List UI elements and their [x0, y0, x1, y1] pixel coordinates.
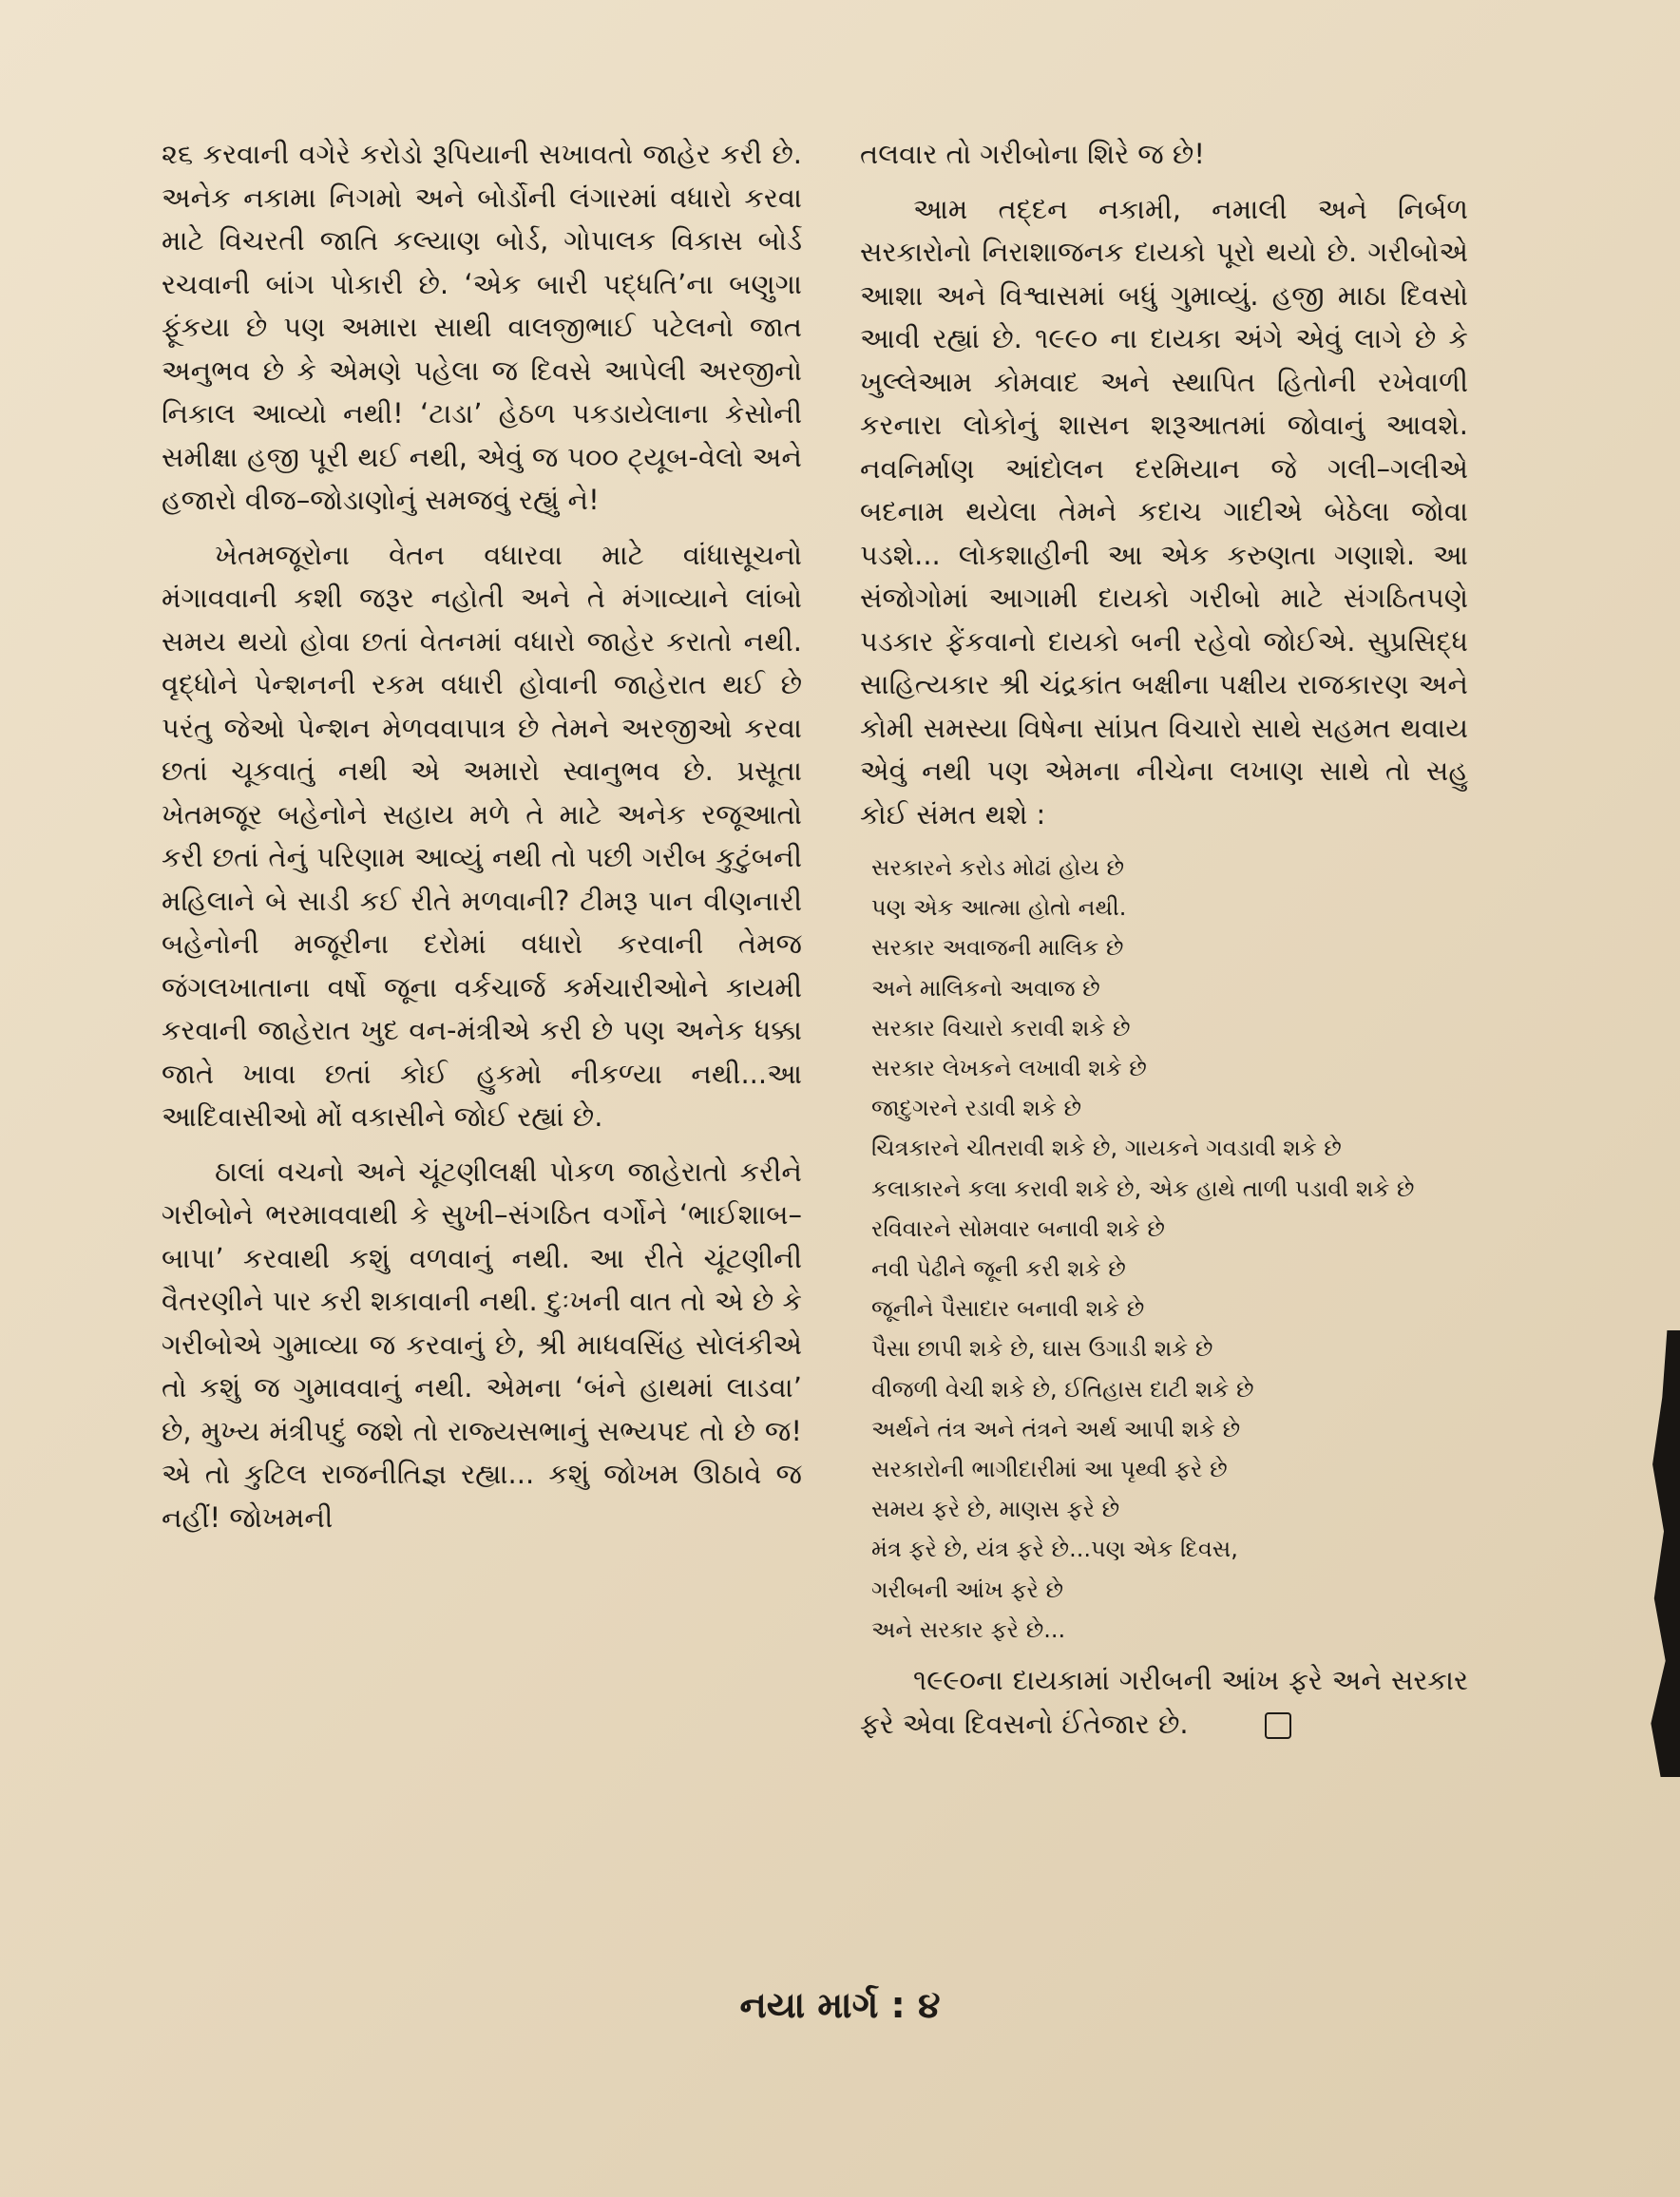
- poem-line: અને માલિકનો અવાજ છે: [871, 974, 1100, 1002]
- poem-line: સરકાર વિચારો કરાવી શકે છે: [871, 1014, 1131, 1041]
- poem-line: વીજળી વેચી શકે છે, ઈતિહાસ દાટી શકે છે: [871, 1375, 1254, 1403]
- left-column: [162, 133, 802, 1551]
- poem-line: અર્થને તંત્ર અને તંત્રને અર્થ આપી શકે છે: [871, 1415, 1241, 1442]
- poem-line: ગરીબની આંખ ફરે છે: [871, 1576, 1064, 1603]
- square-end-mark-icon: [1265, 1712, 1291, 1739]
- right-opening-line: તલવાર તો ગરીબોના શિરે જ છે!: [860, 138, 1205, 170]
- torn-edge-shadow: [1648, 1330, 1680, 1777]
- right-paragraph-1: આમ તદ્દન નકામી, નમાલી અને નિર્બળ સરકારોનો નિરાશાજનક દાયકો પૂરો થયો છે. ગરીબોએ આશા અને વિશ્વાસમાં બધું ગુમાવ્યું. હજી માઠા દિવસો આવી રહ્યાં છે. ૧૯૯૦ ના દાયકા અંગે એવું લાગે છે કે ખુલ્લેઆમ કોમવાદ અને સ્થાપિત હિતોની રખેવાળી કરનારા લોકોનું શાસન શરૂઆતમાં જોવાનું આવશે. નવનિર્માણ આંદોલન દરમિયાન જે ગલી–ગલીએ બદનામ થયેલા તેમને કદાચ ગાદીએ બેઠેલા જોવા પડશે... લોકશાહીની આ એક કરુણતા ગણાશે. આ સંજોગોમાં આગામી દાયકો ગરીબો માટે સંગઠિતપણે પડકાર ફેંકવાનો દાયકો બની રહેવો જોઈએ. સુપ્રસિદ્ધ સાહિત્યકાર શ્રી ચંદ્રકાંત બક્ષીના પક્ષીય રાજકારણ અને કોમી સમસ્યા વિષેના સાંપ્રત વિચારો સાથે સહમત થવાય એવું નથી પણ એમના નીચેના લખાણ સાથે તો સહુ કોઈ સંમત થશે :: [860, 192, 1468, 831]
- left-paragraph-2: ખેતમજૂરોના વેતન વધારવા માટે વાંધાસૂચનો મંગાવવાની કશી જરૂર નહોતી અને તે મંગાવ્યાને લાંબો સમય થયો હોવા છતાં વેતનમાં વધારો જાહેર કરાતો નથી. વૃદ્ધોને પેન્શનની રકમ વધારી હોવાની જાહેરાત થઈ છે પરંતુ જેઓ પેન્શન મેળવવાપાત્ર છે તેમને અરજીઓ કરવા છતાં ચૂકવાતું નથી એ અમારો સ્વાનુભવ છે. પ્રસૂતા ખેતમજૂર બહેનોને સહાય મળે તે માટે અનેક રજૂઆતો કરી છતાં તેનું પરિણામ આવ્યું નથી તો પછી ગરીબ કુટુંબની મહિલાને બે સાડી કઈ રીતે મળવાની? ટીમરૂ પાન વીણનારી બહેનોની મજૂરીના દરોમાં વધારો કરવાની તેમજ જંગલખાતાના વર્ષો જૂના વર્કચાર્જ કર્મચારીઓને કાયમી કરવાની જાહેરાત ખુદ વન-મંત્રીએ કરી છે પણ અનેક ધક્કા જાતે ખાવા છતાં કોઈ હુકમો નીકળ્યા નથી...આ આદિવાસીઓ મોં વકાસીને જોઈ રહ્યાં છે.: [162, 538, 802, 1133]
- poem-line: સરકારને કરોડ મોઢાં હોય છે: [871, 854, 1125, 881]
- poem-line: પણ એક આત્મા હોતો નથી.: [871, 894, 1127, 922]
- poem-line: મંત્ર ફરે છે, યંત્ર ફરે છે...પણ એક દિવસ,: [871, 1536, 1238, 1563]
- right-closing-paragraph: [860, 1659, 1468, 1746]
- poem-line: કલાકારને કલા કરાવી શકે છે, એક હાથે તાળી પડાવી શકે છે: [871, 1175, 1415, 1202]
- poem-line: સરકાર અવાજની માલિક છે: [871, 934, 1124, 962]
- poem-line: પૈસા છાપી શકે છે, ઘાસ ઉગાડી શકે છે: [871, 1335, 1213, 1363]
- quoted-poem: [860, 848, 1468, 1650]
- poem-line: સરકારોની ભાગીદારીમાં આ પૃથ્વી ફરે છે: [871, 1456, 1228, 1483]
- poem-line: ચિત્રકારને ચીતરાવી શકે છે, ગાયકને ગવડાવી શકે છે: [871, 1135, 1342, 1162]
- poem-line: સમય ફરે છે, માણસ ફરે છે: [871, 1496, 1120, 1523]
- poem-line: જૂનીને પૈસાદાર બનાવી શકે છે: [871, 1295, 1145, 1323]
- poem-line: અને સરકાર ફરે છે...: [871, 1615, 1066, 1643]
- poem-line: સરકાર લેખકને લખાવી શકે છે: [871, 1055, 1147, 1082]
- right-column: [860, 133, 1468, 1757]
- poem-line: રવિવારને સોમવાર બનાવી શકે છે: [871, 1214, 1165, 1242]
- left-paragraph-3: ઠાલાં વચનો અને ચૂંટણીલક્ષી પોકળ જાહેરાતો કરીને ગરીબોને ભરમાવવાથી કે સુખી–સંગઠિત વર્ગોને ‘ભાઈશાબ–બાપા’ કરવાથી કશું વળવાનું નથી. આ રીતે ચૂંટણીની વૈતરણીને પાર કરી શકાવાની નથી. દુઃખની વાત તો એ છે કે ગરીબોએ ગુમાવ્યા જ કરવાનું છે, શ્રી માધવસિંહ સોલંકીએ તો કશું જ ગુમાવવાનું નથી. એમના ‘બંને હાથમાં લાડવા’ છે, મુખ્ય મંત્રીપદું જશે તો રાજ્યસભાનું સભ્યપદ તો છે જ! એ તો કુટિલ રાજનીતિજ્ઞ રહ્યા... કશું જોખમ ઊઠાવે જ નહીં! જોખમની: [162, 1155, 802, 1534]
- poem-line: જાદુગરને રડાવી શકે છે: [871, 1095, 1082, 1122]
- poem-line: નવી પેઢીને જૂની કરી શકે છે: [871, 1255, 1126, 1283]
- left-paragraph-1: ૨૬ કરવાની વગેરે કરોડો રૂપિયાની સખાવતો જાહેર કરી છે. અનેક નકામા નિગમો અને બોર્ડોની લંગારમાં વધારો કરવા માટે વિચરતી જાતિ કલ્યાણ બોર્ડ, ગોપાલક વિકાસ બોર્ડ રચવાની બાંગ પોકારી છે. ‘એક બારી પદ્ધતિ’ના બણુગા ફૂંકયા છે પણ અમારા સાથી વાલજીભાઈ પટેલનો જાત અનુભવ છે કે એમણે પહેલા જ દિવસે આપેલી અરજીનો નિકાલ આવ્યો નથી! ‘ટાડા’ હેઠળ પકડાયેલાના કેસોની સમીક્ષા હજી પૂરી થઈ નથી, એવું જ ૫૦૦ ટ્યૂબ-વેલો અને હજારો વીજ–જોડાણોનું સમજવું રહ્યું ને!: [162, 138, 802, 516]
- page-footer: નયા માર્ગ : ૪: [739, 1984, 941, 2026]
- closing-text: ૧૯૯૦ના દાયકામાં ગરીબની આંખ ફરે અને સરકાર ફરે એવા દિવસનો ઈંતેજાર છે.: [860, 1664, 1468, 1740]
